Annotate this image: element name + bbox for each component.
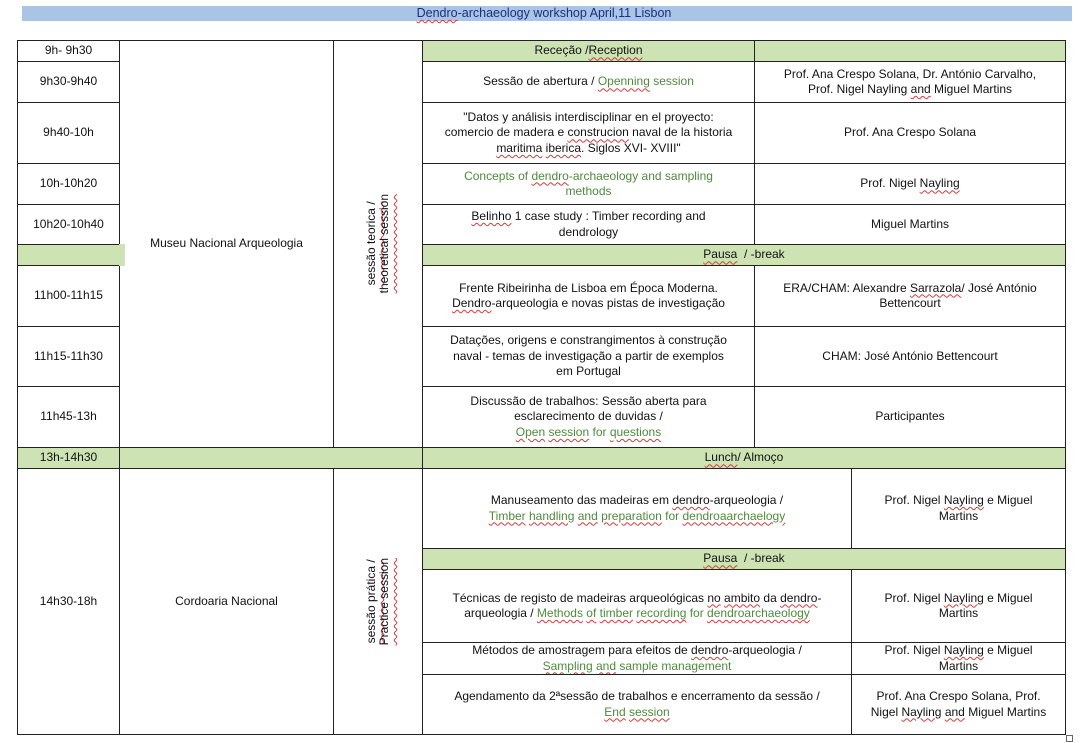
speaker-cell [754, 326, 1066, 387]
break-cell [422, 244, 1066, 266]
reception-speaker-cell [754, 40, 1066, 62]
time-cell-empty [17, 244, 120, 266]
activity-text: Sessão de abertura / Openning session [483, 74, 694, 89]
document-title-bar [22, 6, 1066, 21]
speaker-text: Prof. Nigel Nayling e Miguel Martins [884, 590, 1033, 620]
break-spacer [119, 244, 125, 266]
break-label: Pausa / -break [703, 551, 785, 566]
time-cell [17, 386, 120, 448]
speaker-cell [851, 468, 1066, 549]
time-cell [17, 61, 120, 103]
time-label: 11h15-11h30 [34, 348, 103, 363]
speaker-text: Prof. Nigel Nayling e Miguel Martins [884, 643, 1033, 673]
time-label: 10h20-10h40 [33, 216, 104, 231]
speaker-text: Prof. Ana Crespo Solana, Prof. Nigel Nayling and Miguel Martins [870, 689, 1047, 719]
venue-cell [119, 468, 334, 735]
lunch-spacer [119, 447, 423, 469]
speaker-text: Participantes [875, 409, 945, 424]
time-cell [17, 204, 120, 245]
activity-cell [422, 674, 852, 735]
table-resize-handle[interactable] [1066, 735, 1073, 742]
venue-label: Cordoaria Nacional [175, 593, 278, 608]
time-cell [17, 40, 120, 62]
activity-text: Métodos de amostragem para efeitos de dendro-arqueologia / Sampling and sample management [472, 643, 802, 673]
activity-cell [422, 61, 755, 103]
session-type-line: sessão prática / [364, 559, 378, 644]
speaker-text: ERA/CHAM: Alexandre Sarrazola/ José António Bettencourt [783, 280, 1037, 310]
title-text: -archaeology workshop April,11 Lisbon [457, 6, 672, 20]
activity-text: Frente Ribeirinha de Lisboa em Época Moderna. Dendro-arqueologia e novas pistas de investigação [452, 280, 725, 310]
activity-cell [422, 569, 852, 643]
session-type-label [365, 194, 391, 293]
time-label: 9h40-10h [43, 125, 94, 140]
time-label: 10h-10h20 [39, 176, 98, 191]
activity-cell [422, 204, 755, 245]
session-type-line: Practice session [377, 557, 391, 646]
activity-text: Belinho 1 case study : Timber recording and dendrology [471, 209, 706, 239]
activity-cell [422, 265, 755, 327]
speaker-text: Prof. Nigel Nayling [860, 176, 960, 191]
time-cell [17, 326, 120, 387]
session-type-line: sessão teorica / [364, 201, 378, 287]
lunch-label: Lunch/ Almoço [704, 450, 784, 465]
speaker-text: Prof. Ana Crespo Solana [843, 125, 977, 140]
activity-text: "Datos y análisis interdisciplinar en el proyecto: comercio de madera e construcion naval de la historia maritima iberica. Siglos XVI- XVIII" [444, 109, 733, 155]
activity-cell [422, 386, 755, 448]
time-cell [17, 468, 120, 735]
session-type-label [365, 558, 391, 645]
venue-cell [119, 40, 334, 448]
activity-text: Agendamento da 2ªsessão de trabalhos e encerramento da sessão / End session [454, 689, 820, 719]
activity-text: Técnicas de registo de madeiras arqueológicas no ambito da dendro- arqueologia / Methods of timber recording for dendroarchaeology [452, 590, 822, 620]
speaker-cell [754, 102, 1066, 164]
time-label: 13h-14h30 [39, 450, 98, 465]
speaker-text: Miguel Martins [870, 216, 950, 231]
title-bar-edge [1066, 6, 1072, 21]
activity-cell [422, 163, 755, 205]
speaker-text: Prof. Ana Crespo Solana, Dr. António Carvalho, Prof. Nigel Nayling and Miguel Martins [783, 66, 1037, 96]
activity-text: Concepts of dendro-archaeology and sampling methods [464, 168, 713, 198]
session-type-cell [333, 40, 423, 448]
speaker-cell [754, 204, 1066, 245]
time-label: 14h30-18h [39, 593, 98, 608]
activity-text: Datações, origens e constrangimentos à construção naval - temas de investigação a partir de exemplos em Portugal [450, 333, 727, 379]
time-label: 11h00-11h15 [34, 288, 103, 303]
speaker-cell [851, 642, 1066, 675]
time-label: 9h- 9h30 [44, 43, 93, 58]
session-type-line: theoretical session [377, 194, 391, 294]
time-label: 9h30-9h40 [39, 74, 98, 89]
activity-cell [422, 102, 755, 164]
speaker-cell [754, 61, 1066, 103]
speaker-cell [754, 265, 1066, 327]
time-cell [17, 102, 120, 164]
title-word-dendro: Dendro [416, 6, 458, 20]
time-cell [17, 447, 120, 469]
activity-text: Discussão de trabalhos: Sessão aberta para esclarecimento de duvidas / Open session for questions [470, 393, 707, 439]
time-label: 11h45-13h [40, 409, 97, 424]
venue-label: Museu Nacional Arqueologia [150, 236, 303, 251]
activity-cell [422, 468, 852, 549]
speaker-cell [851, 569, 1066, 643]
session-type-cell [333, 468, 423, 735]
speaker-text: Prof. Nigel Nayling e Miguel Martins [884, 493, 1033, 523]
reception-cell [422, 40, 755, 62]
lunch-cell [422, 447, 1066, 469]
speaker-text: CHAM: José António Bettencourt [822, 348, 998, 363]
reception-label: Receção /Reception [534, 43, 643, 58]
break-label: Pausa / -break [703, 247, 785, 262]
time-cell [17, 265, 120, 327]
activity-cell [422, 642, 852, 675]
activity-text: Manuseamento das madeiras em dendro-arqueologia / Timber handling and preparation for dendroaarchaelogy [488, 493, 786, 523]
speaker-cell [754, 163, 1066, 205]
time-cell [17, 163, 120, 205]
speaker-cell [851, 674, 1066, 735]
break-cell [422, 548, 1066, 570]
activity-cell [422, 326, 755, 387]
speaker-cell [754, 386, 1066, 448]
